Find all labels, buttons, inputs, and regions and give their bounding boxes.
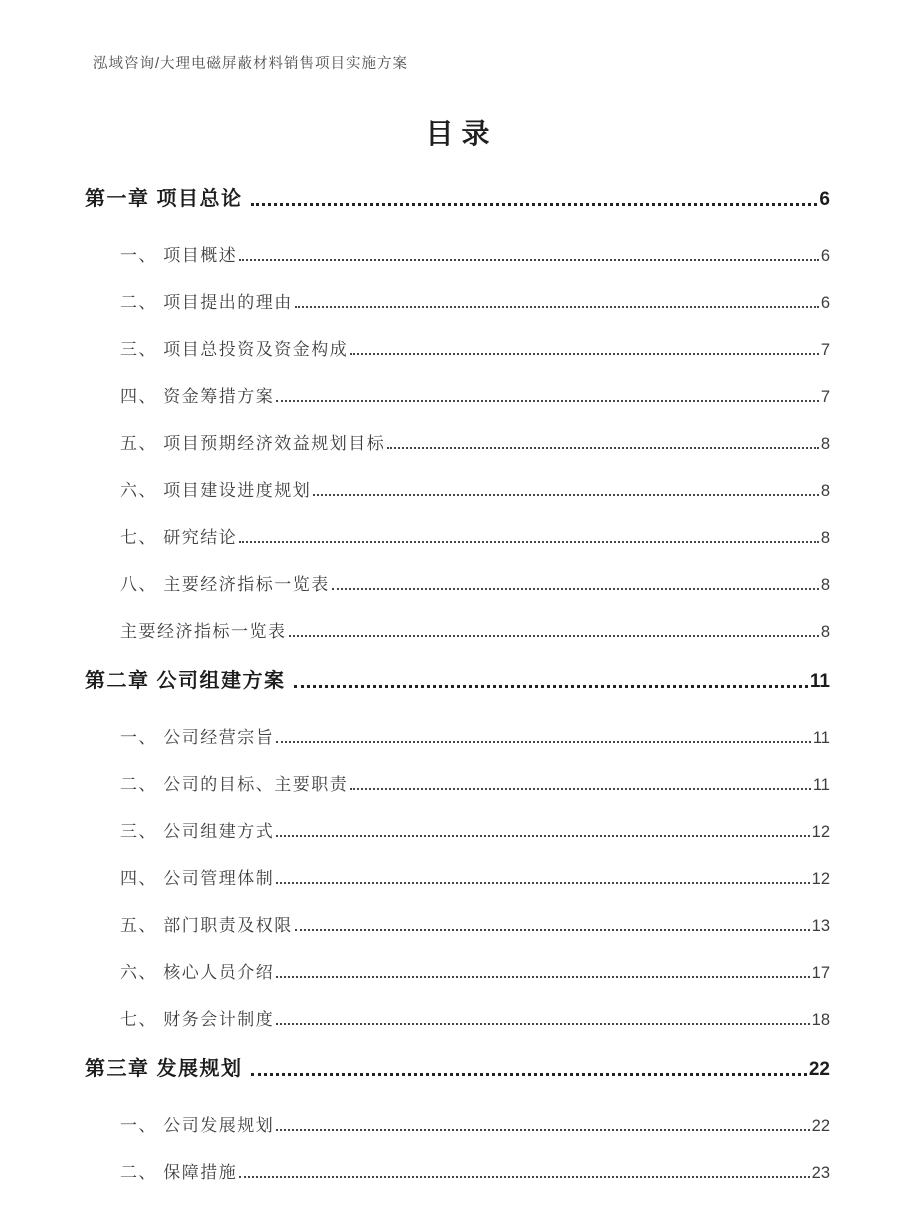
toc-item-row[interactable] bbox=[85, 1005, 830, 1030]
toc-item-page-number: 22 bbox=[811, 1117, 830, 1135]
toc-item-row[interactable] bbox=[85, 1111, 830, 1136]
dot-leader bbox=[276, 1023, 809, 1025]
toc-item-label: 一、 项目概述 bbox=[120, 246, 238, 265]
toc-item-page-number: 8 bbox=[820, 623, 830, 641]
toc-item-row[interactable] bbox=[85, 241, 830, 266]
toc-item-page-number: 23 bbox=[811, 1164, 830, 1182]
toc-item-row[interactable] bbox=[85, 864, 830, 889]
toc-item-row[interactable] bbox=[85, 476, 830, 501]
dot-leader bbox=[313, 494, 819, 496]
toc-item-page-number: 8 bbox=[820, 482, 830, 500]
dot-leader bbox=[276, 400, 819, 402]
toc-item-label: 一、 公司发展规划 bbox=[120, 1116, 275, 1135]
toc-item-row[interactable] bbox=[85, 429, 830, 454]
toc-item-page-number: 6 bbox=[820, 294, 830, 312]
toc-chapter-items bbox=[85, 1111, 830, 1183]
toc-item-label: 二、 公司的目标、主要职责 bbox=[120, 775, 349, 794]
dot-leader bbox=[276, 741, 811, 743]
toc-item-page-number: 7 bbox=[820, 341, 830, 359]
toc-chapter-row[interactable] bbox=[85, 182, 830, 211]
toc-chapter-items bbox=[85, 723, 830, 1030]
toc-item-label: 三、 项目总投资及资金构成 bbox=[120, 340, 349, 359]
toc-item-label: 八、 主要经济指标一览表 bbox=[120, 575, 330, 594]
toc-item-label: 四、 资金筹措方案 bbox=[120, 387, 275, 406]
toc-item-page-number: 12 bbox=[811, 823, 830, 841]
toc-chapter-label: 第二章 公司组建方案 bbox=[85, 670, 286, 692]
dot-leader bbox=[295, 306, 819, 308]
toc-item-label: 五、 项目预期经济效益规划目标 bbox=[120, 434, 386, 453]
toc-item-row[interactable] bbox=[85, 335, 830, 360]
toc-chapter-label: 第一章 项目总论 bbox=[85, 188, 243, 210]
toc-title: 目录 bbox=[425, 118, 498, 149]
toc-item-label: 六、 项目建设进度规划 bbox=[120, 481, 312, 500]
toc-item-row[interactable] bbox=[85, 1158, 830, 1183]
dot-leader bbox=[289, 635, 819, 637]
toc-item-page-number: 6 bbox=[820, 247, 830, 265]
toc-item-row[interactable] bbox=[85, 617, 830, 642]
dot-leader bbox=[251, 203, 818, 206]
toc-item-label: 二、 保障措施 bbox=[120, 1163, 238, 1182]
dot-leader bbox=[350, 788, 811, 790]
table-of-contents bbox=[85, 182, 830, 1183]
toc-item-page-number: 11 bbox=[812, 729, 830, 747]
toc-chapter-row[interactable] bbox=[85, 1052, 830, 1081]
toc-chapter-label: 第三章 发展规划 bbox=[85, 1058, 243, 1080]
toc-item-label: 一、 公司经营宗旨 bbox=[120, 728, 275, 747]
toc-item-label: 三、 公司组建方式 bbox=[120, 822, 275, 841]
toc-item-page-number: 8 bbox=[820, 576, 830, 594]
toc-item-row[interactable] bbox=[85, 523, 830, 548]
toc-item-row[interactable] bbox=[85, 570, 830, 595]
toc-chapter-row[interactable] bbox=[85, 664, 830, 693]
toc-item-label: 五、 部门职责及权限 bbox=[120, 916, 293, 935]
toc-item-page-number: 18 bbox=[811, 1011, 830, 1029]
toc-chapter-page-number: 11 bbox=[809, 671, 830, 692]
toc-chapter-section bbox=[85, 1052, 830, 1183]
toc-item-row[interactable] bbox=[85, 958, 830, 983]
toc-item-page-number: 17 bbox=[811, 964, 830, 982]
toc-item-label: 四、 公司管理体制 bbox=[120, 869, 275, 888]
toc-item-page-number: 8 bbox=[820, 435, 830, 453]
toc-item-label: 七、 财务会计制度 bbox=[120, 1010, 275, 1029]
dot-leader bbox=[276, 835, 809, 837]
dot-leader bbox=[239, 259, 819, 261]
dot-leader bbox=[276, 976, 809, 978]
toc-chapter-section bbox=[85, 182, 830, 642]
dot-leader bbox=[332, 588, 819, 590]
toc-item-row[interactable] bbox=[85, 288, 830, 313]
toc-item-page-number: 12 bbox=[811, 870, 830, 888]
toc-item-page-number: 7 bbox=[820, 388, 830, 406]
dot-leader bbox=[239, 541, 819, 543]
dot-leader bbox=[350, 353, 819, 355]
toc-item-row[interactable] bbox=[85, 817, 830, 842]
toc-chapter-page-number: 22 bbox=[808, 1059, 830, 1080]
dot-leader bbox=[276, 1129, 809, 1131]
toc-item-page-number: 11 bbox=[812, 776, 830, 794]
dot-leader bbox=[251, 1073, 807, 1076]
toc-item-label: 主要经济指标一览表 bbox=[120, 622, 287, 641]
toc-item-page-number: 8 bbox=[820, 529, 830, 547]
document-header-text: 泓域咨询/大理电磁屏蔽材料销售项目实施方案 bbox=[93, 56, 409, 72]
toc-chapter-items bbox=[85, 241, 830, 642]
toc-item-page-number: 13 bbox=[811, 917, 830, 935]
toc-item-label: 七、 研究结论 bbox=[120, 528, 238, 547]
dot-leader bbox=[387, 447, 819, 449]
toc-content bbox=[85, 112, 830, 1205]
toc-item-row[interactable] bbox=[85, 723, 830, 748]
dot-leader bbox=[294, 685, 808, 688]
toc-item-row[interactable] bbox=[85, 382, 830, 407]
dot-leader bbox=[276, 882, 809, 884]
toc-item-label: 六、 核心人员介绍 bbox=[120, 963, 275, 982]
toc-item-label: 二、 项目提出的理由 bbox=[120, 293, 293, 312]
toc-chapter-page-number: 6 bbox=[819, 189, 830, 210]
dot-leader bbox=[239, 1176, 809, 1178]
toc-item-row[interactable] bbox=[85, 911, 830, 936]
toc-chapter-section bbox=[85, 664, 830, 1030]
toc-item-row[interactable] bbox=[85, 770, 830, 795]
dot-leader bbox=[295, 929, 810, 931]
